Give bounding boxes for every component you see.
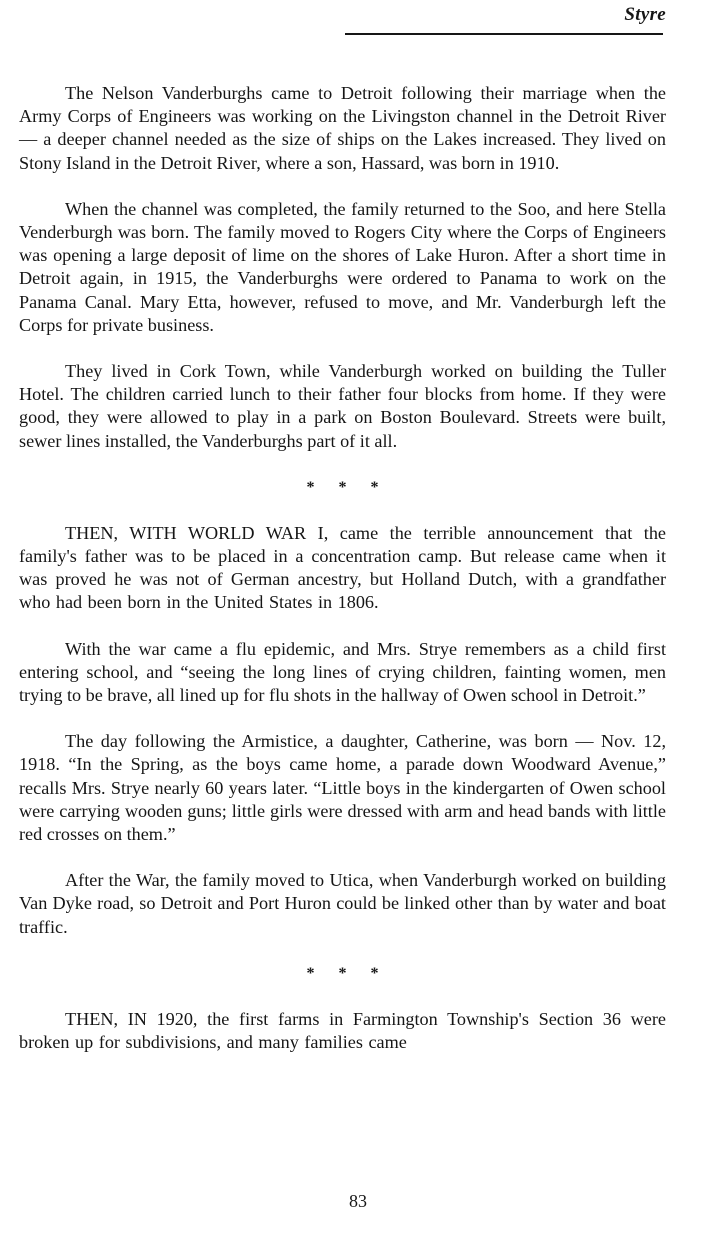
paragraph-8: THEN, IN 1920, the first farms in Farmington Township's Section 36 were broken up for subdivisions, and many families came (19, 1008, 666, 1053)
paragraph-gap (19, 337, 666, 360)
paragraph-gap (19, 615, 666, 638)
paragraph-1: The Nelson Vanderburghs came to Detroit following their marriage when the Army Corps of Engineers was working on the Livingston channel in the Detroit River — a deeper channel needed as the size of ships on the Lakes increased. They lived on Stony Island in the Detroit River, where a son, Hassard, was born in 1910. (19, 83, 666, 173)
paragraph-7: After the War, the family moved to Utica, when Vanderburgh worked on building Van Dyke road, so Detroit and Port Huron could be linked other than by water and boat traffic. (19, 870, 666, 937)
section-separator: * * * (306, 478, 389, 496)
paragraph-gap (19, 453, 666, 476)
paragraph-gap (19, 846, 666, 869)
paragraph-gap (19, 985, 666, 1008)
section-separator: * * * (306, 964, 389, 982)
body-text (19, 82, 666, 1054)
paragraph-gap (19, 939, 666, 962)
paragraph-5: With the war came a flu epidemic, and Mrs. Strye remembers as a child first entering school, and “seeing the long lines of crying children, fainting women, men trying to be brave, all lined up for flu shots in the hallway of Owen school in Detroit.” (19, 638, 666, 706)
running-head: Styre (624, 4, 666, 25)
header-rule (345, 33, 663, 35)
paragraph-gap (19, 175, 666, 198)
paragraph-4: THEN, WITH WORLD WAR I, came the terrible announcement that the family's father was to be placed in a concentration camp. But release came when it was proved he was not of German ancestry, but Holland Dutch, with a grandfather who had been born in the United States in 1806. (19, 522, 666, 613)
page-number: 83 (349, 1191, 367, 1211)
paragraph-gap (19, 707, 666, 730)
paragraph-2: When the channel was completed, the family returned to the Soo, and here Stella Venderburgh was born. The family moved to Rogers City where the Corps of Engineers was opening a large deposit of lime on the shores of Lake Huron. After a short time in Detroit again, in 1915, the Vanderburghs were ordered to Panama to work on the Panama Canal. Mary Etta, however, refused to move, and Mr. Vanderburgh left the Corps for private business. (19, 198, 666, 335)
paragraph-gap (19, 499, 666, 522)
paragraph-6: The day following the Armistice, a daughter, Catherine, was born — Nov. 12, 1918. “In the Spring, as the boys came home, a parade down Woodward Avenue,” recalls Mrs. Strye nearly 60 years later. “Little boys in the kindergarten of Owen school were carrying wooden guns; little girls were dressed with arm and head bands with little red crosses on them.” (19, 731, 666, 845)
paragraph-3: They lived in Cork Town, while Vanderburgh worked on building the Tuller Hotel. The children carried lunch to their father four blocks from home. If they were good, they were allowed to play in a park on Boston Boulevard. Streets were built, sewer lines installed, the Vanderburghs part of it all. (19, 361, 666, 451)
